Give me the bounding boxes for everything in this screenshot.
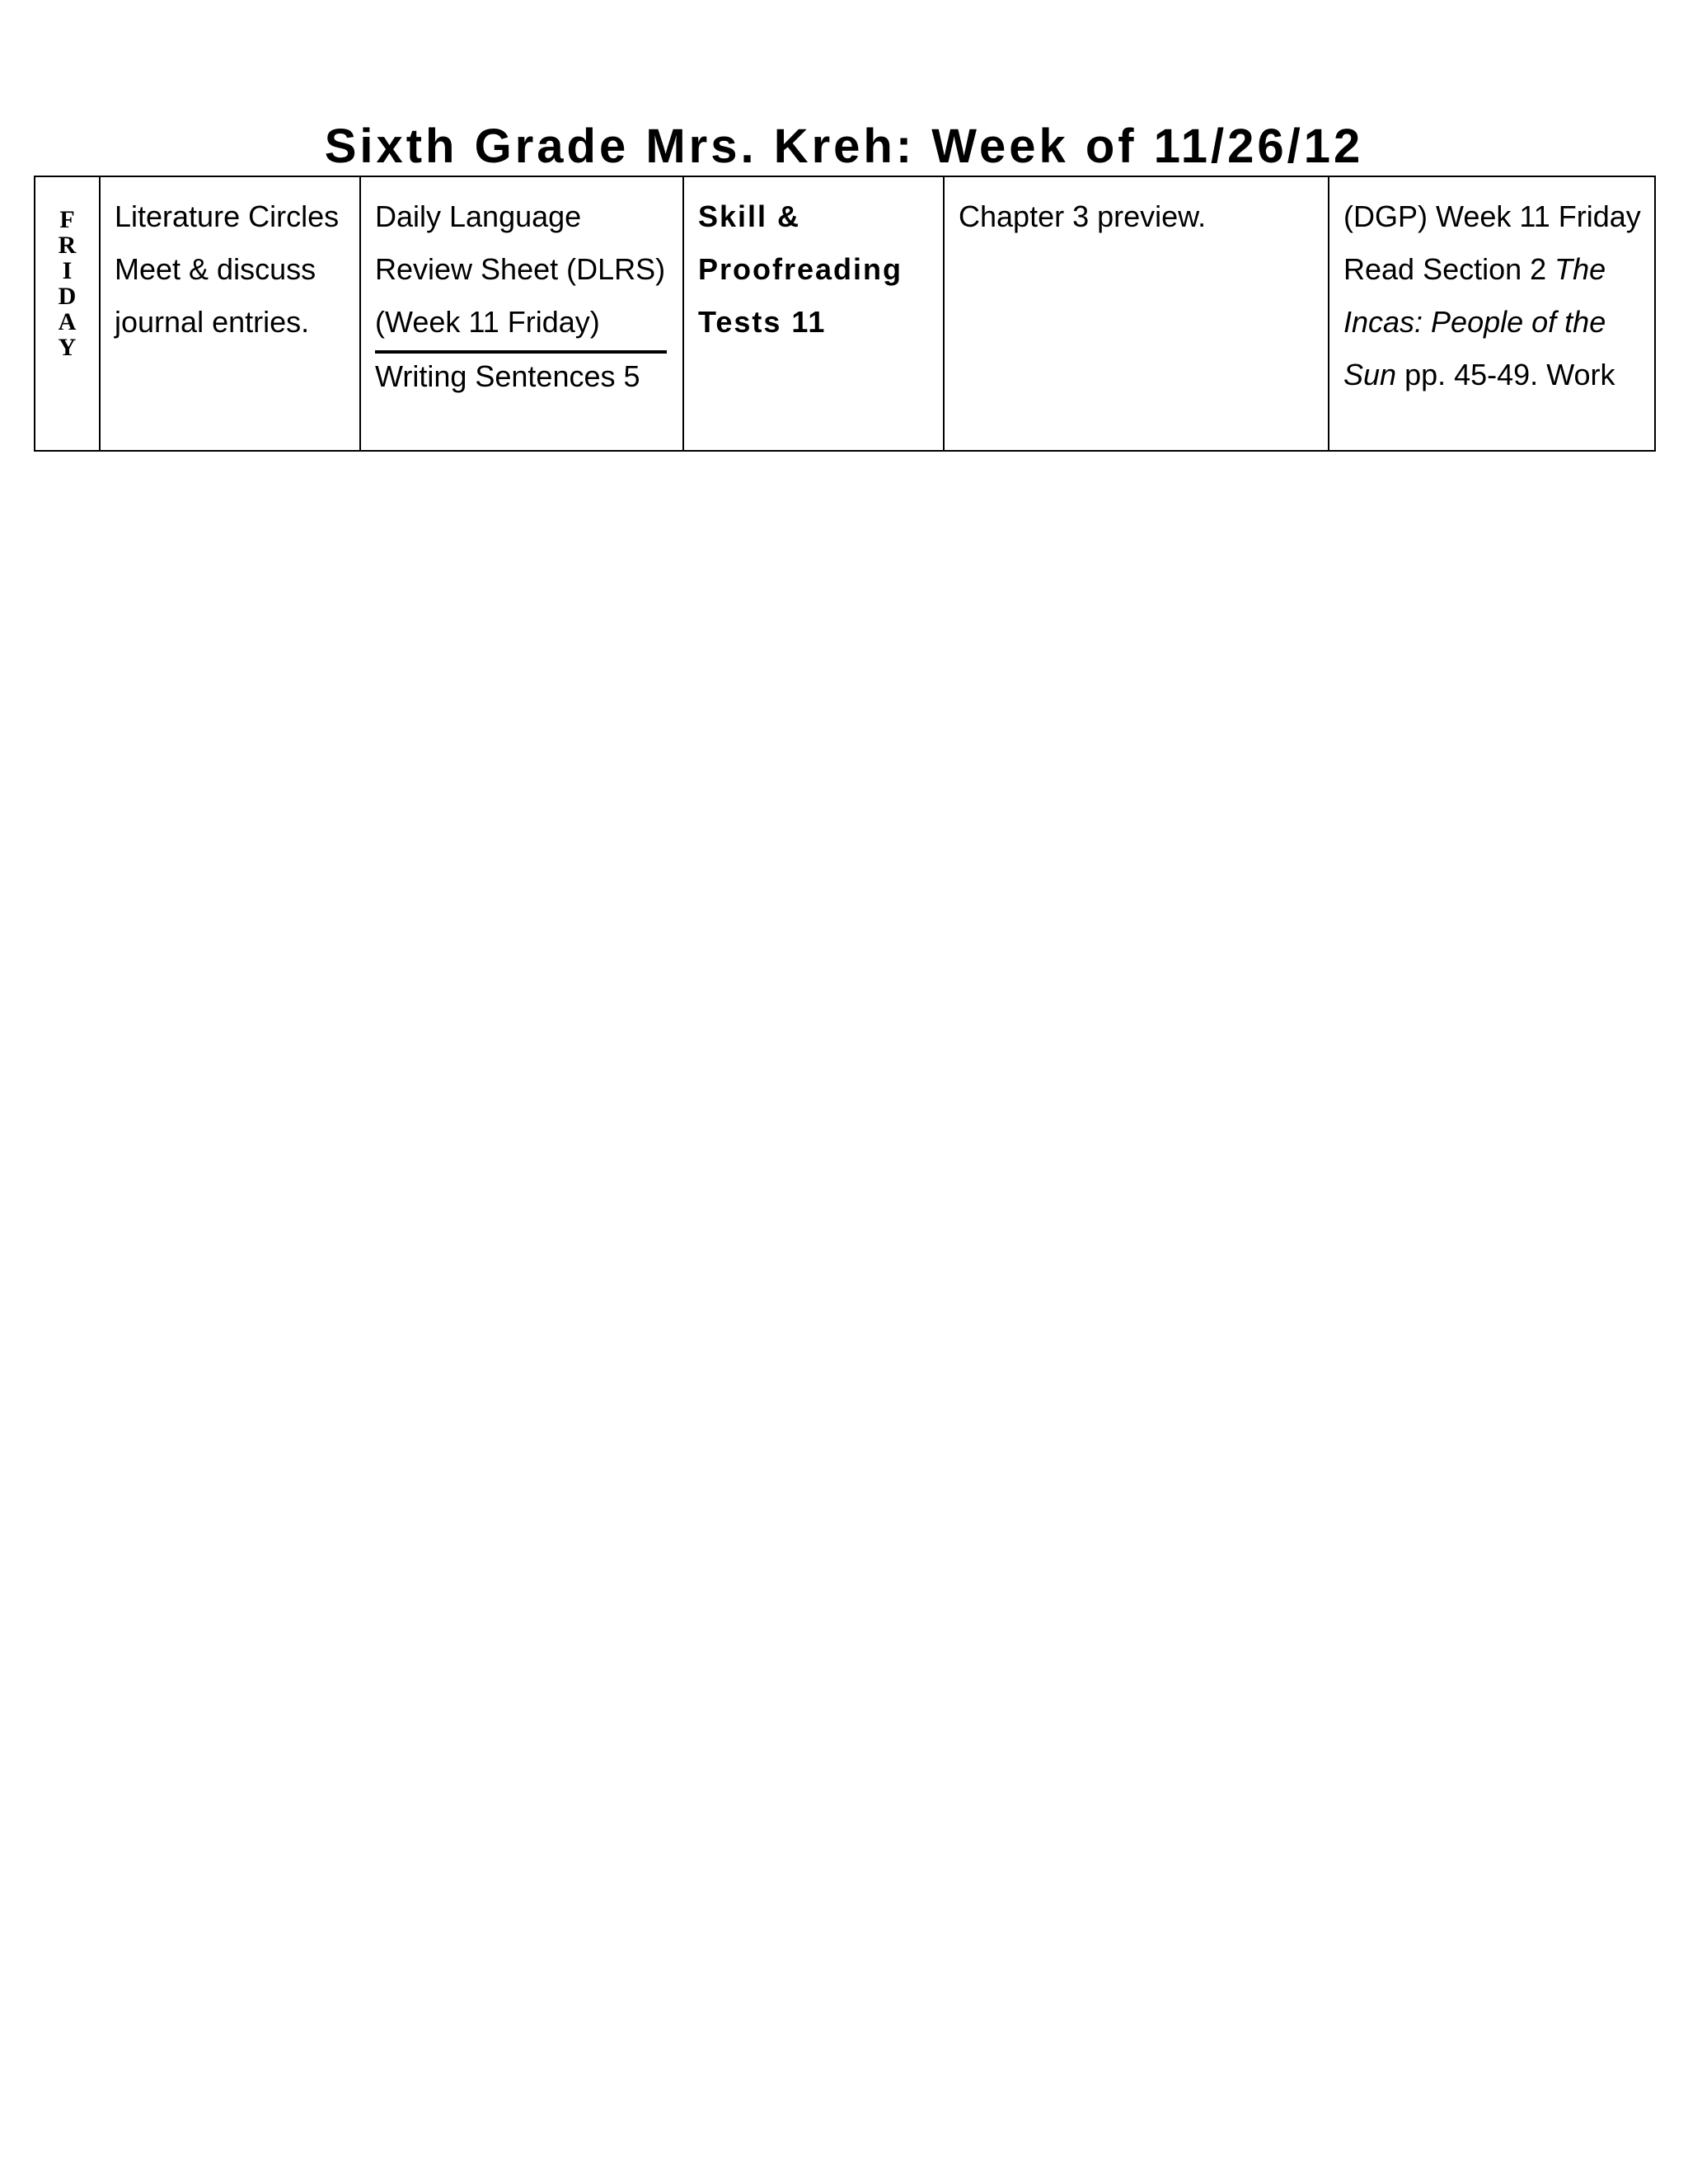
language-review-text: Daily Language Review Sheet (DLRS) (Week 11 Friday) [375, 199, 666, 339]
dgp-text: (DGP) Week 11 Friday [1343, 199, 1641, 233]
day-letter: R [58, 232, 77, 259]
day-label-friday [35, 207, 99, 360]
chapter-cell [944, 176, 1329, 451]
literature-cell [100, 176, 360, 451]
reading-assignment [1343, 243, 1641, 401]
reading-suffix: pp. 45-49. Work [1396, 358, 1615, 391]
page-title: Sixth Grade Mrs. Kreh: Week of 11/26/12 [324, 120, 1364, 173]
schedule-table [34, 176, 1656, 452]
chapter-preview-text: Chapter 3 preview. [959, 199, 1207, 233]
literature-text: Literature Circles Meet & discuss journal entries. [115, 199, 340, 339]
dgp-cell [1329, 176, 1655, 451]
language-cell [360, 176, 683, 451]
day-letter: I [62, 257, 73, 284]
day-letter: Y [58, 334, 77, 361]
reading-prefix: Read Section 2 [1343, 252, 1555, 286]
day-letter: A [58, 308, 77, 335]
day-label-cell [35, 176, 100, 451]
day-letter: D [58, 283, 77, 310]
divider-line [375, 350, 667, 354]
tests-text: Skill & Proofreading Tests 11 [698, 199, 903, 339]
book-title: The Incas: People of the Sun [1343, 252, 1606, 391]
table-row-friday [35, 176, 1655, 451]
tests-cell [683, 176, 944, 451]
day-letter: F [59, 206, 75, 233]
writing-sentences-text: Writing Sentences 5 [375, 359, 640, 393]
